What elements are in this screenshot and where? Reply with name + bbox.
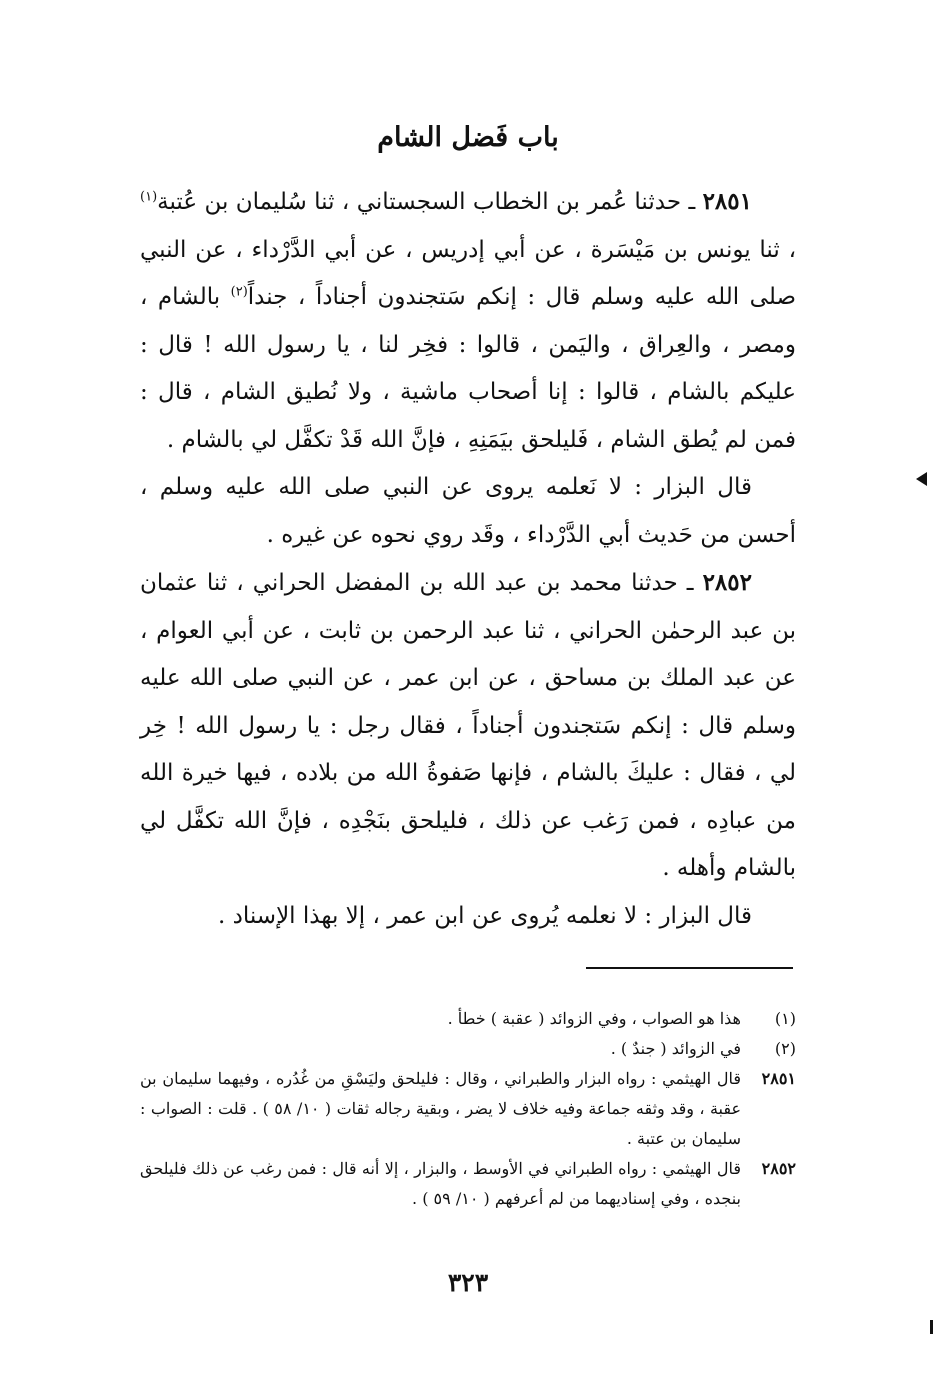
hadith-number: ٢٨٥١ xyxy=(702,188,752,215)
footnote-label: ٢٨٥٢ xyxy=(761,1159,796,1178)
bazzar-comment-2851: قال البزار : لا نَعلمه يروى عن النبي صلى الله عليه وسلم ، أحسن من حَديث أبي الدَّرْداء ، وقَد روي نحوه عن غيره . xyxy=(140,474,796,548)
hadith-2851 xyxy=(140,178,796,464)
footnote-text: هذا هو الصواب ، وفي الزوائد ( عقبة ) خطأ . xyxy=(447,1009,741,1028)
hadith-text-part: ، ثنا يونس بن مَيْسَرة ، عن أبي إدريس ، عن أبي الدَّرْداء ، عن النبي صلى الله عليه وسلم قال : إنكم سَتجندون أجناداً ، جنداً xyxy=(140,236,796,310)
footnote-label: (٢) xyxy=(774,1039,796,1058)
hadith-number: ٢٨٥٢ xyxy=(702,569,752,596)
footnote-item xyxy=(140,1034,796,1064)
footnote-text: قال الهيثمي : رواه البزار والطبراني ، وقال : فليلحق وليَسْقِ من غُدُره ، وفيهما سليمان بن عقبة ، وقد وثقه جماعة وفيه خلاف لا يضر ، وبقية رجاله ثقات ( ١٠/ ٥٨ ) . قلت : الصواب : سليمان بن عتبة . xyxy=(140,1069,742,1148)
footnote-label: ٢٨٥١ xyxy=(761,1069,796,1088)
footnote-ref-2[interactable]: (٢) xyxy=(230,284,248,300)
hadith-text-part: ـ حدثنا محمد بن عبد الله بن المفضل الحراني ، ثنا عثمان بن عبد الرحمٰن الحراني ، ثنا عبد الرحمن بن ثابت ، عن أبي العوام ، عن عبد الملك بن مساحق ، عن ابن عمر ، عن النبي صلى الله عليه وسلم قال : إنكم سَتجندون أجناداً ، فقال رجل : يا رسول الله ! خِر لي ، فقال : عليكَ بالشام ، فإنها صَفوةُ الله من بلاده ، فيها خيرة الله من عبادِه ، فمن رَغب عن ذلك ، فليلحق بنَجْدِه ، فإنَّ الله تكفَّل لي بالشام وأهله . xyxy=(140,570,796,881)
footnote-item xyxy=(140,1154,796,1214)
bazzar-comment-2852: قال البزار : لا نعلمه يُروى عن ابن عمر ، إلا بهذا الإسناد . xyxy=(217,902,752,929)
main-text xyxy=(140,178,796,940)
margin-arrow-icon xyxy=(916,472,927,486)
page-number: ٣٢٣ xyxy=(447,1268,489,1297)
footnote-item xyxy=(140,1064,796,1154)
footnote-divider xyxy=(586,967,793,969)
hadith-text-part: ـ حدثنا عُمر بن الخطاب السجستاني ، ثنا سُليمان بن عُتبة xyxy=(157,189,696,215)
hadith-2852 xyxy=(140,559,796,893)
footnote-item xyxy=(140,1004,796,1034)
footnotes-section xyxy=(140,1004,796,1214)
hadith-text-part: بالشام ، ومصر ، والعِراق ، واليَمن ، قالوا : فخِر لنا ، يا رسول الله ! قال : عليكم بالشام ، قالوا : إنا أصحاب ماشية ، ولا نُطيق الشام ، قال : فمن لم يُطق الشام ، فَليلحق بيَمَنِهِ ، فإنَّ الله قَدْ تكفَّل لي بالشام . xyxy=(140,284,796,453)
footnote-ref-1[interactable]: (١) xyxy=(140,189,158,205)
footnote-label: (١) xyxy=(774,1009,796,1028)
footnote-text: قال الهيثمي : رواه الطبراني في الأوسط ، والبزار ، إلا أنه قال : فمن رغب عن ذلك فليلحق بنجده ، وفي إسناديهما من لم أعرفهم ( ١٠/ ٥٩ ) . xyxy=(140,1159,741,1208)
edge-mark xyxy=(930,1320,933,1334)
footnote-text: في الزوائد ( جندٌ ) . xyxy=(610,1039,741,1058)
chapter-heading: باب فَضل الشام xyxy=(377,122,559,153)
